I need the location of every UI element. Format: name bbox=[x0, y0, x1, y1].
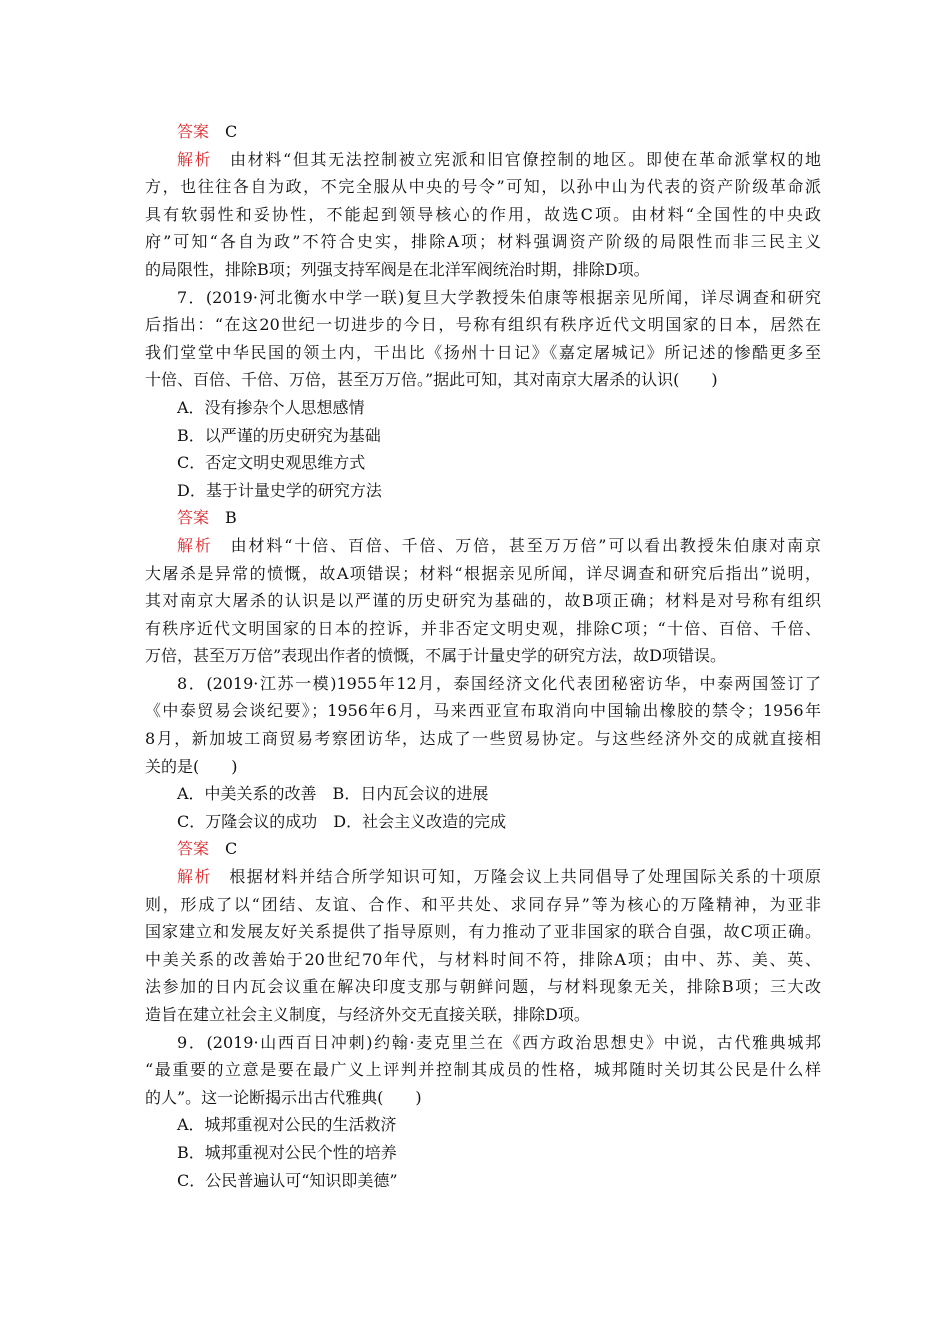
explanation-label: 解析 bbox=[177, 149, 213, 169]
explanation-text: 由材料“十倍、百倍、千倍、万倍，甚至万万倍”可以看出教授朱伯康对南京 bbox=[228, 535, 821, 555]
explanation-line: 大屠杀是异常的愤慨，故A项错误；材料“根据亲见所闻，详尽调查和研究后指出”说明， bbox=[145, 563, 821, 583]
option-a: A．城邦重视对公民的生活救济 bbox=[177, 1115, 397, 1135]
answer-value: C bbox=[225, 839, 238, 859]
explanation-line bbox=[145, 146, 821, 174]
question-stem-line: 关的是( ) bbox=[145, 756, 238, 776]
answer-label: 答案 bbox=[177, 508, 210, 528]
question-stem-line: 的人”。这一论断揭示出古代雅典( ) bbox=[145, 1087, 422, 1107]
explanation-text: 根据材料并结合所学知识可知，万隆会议上共同倡导了处理国际关系的十项原 bbox=[227, 867, 821, 887]
explanation-label: 解析 bbox=[177, 867, 212, 887]
answer-value: C bbox=[225, 122, 238, 141]
explanation-line bbox=[145, 532, 821, 560]
question-stem-line: 7．(2019·河北衡水中学一联)复旦大学教授朱伯康等根据亲见所闻，详尽调查和研究 bbox=[177, 287, 821, 307]
option-c: C．否定文明史观思维方式 bbox=[177, 453, 366, 473]
question-stem-line: “最重要的立意是要在最广义上评判并控制其成员的性格，城邦随时关切其公民是什么样 bbox=[145, 1060, 821, 1080]
answer-label: 答案 bbox=[177, 122, 210, 141]
document-page bbox=[145, 118, 821, 1194]
option-c-d: C．万隆会议的成功 D．社会主义改造的完成 bbox=[177, 811, 507, 831]
answer-label: 答案 bbox=[177, 839, 210, 859]
explanation-label: 解析 bbox=[177, 535, 213, 555]
answer-line bbox=[145, 835, 821, 863]
explanation-line: 则，形成了以“团结、友谊、合作、和平共处、求同存异”等为核心的万隆精神，为亚非 bbox=[145, 894, 821, 914]
question-stem-line: 8．(2019·江苏一模)1955年12月，泰国经济文化代表团秘密访华，中泰两国签订了 bbox=[177, 673, 821, 693]
option-b: B．城邦重视对公民个性的培养 bbox=[177, 1142, 397, 1162]
explanation-line bbox=[145, 863, 821, 891]
question-stem-line: 9．(2019·山西百日冲刺)约翰·麦克里兰在《西方政治思想史》中说，古代雅典城邦 bbox=[177, 1032, 821, 1052]
option-b: B．以严谨的历史研究为基础 bbox=[177, 425, 381, 445]
explanation-line: 万倍，甚至万万倍”表现出作者的愤慨，不属于计量史学的研究方法，故D项错误。 bbox=[145, 646, 727, 666]
explanation-text: 由材料“但其无法控制被立宪派和旧官僚控制的地区。即使在革命派掌权的地 bbox=[228, 149, 821, 169]
question-stem-line: 我们堂堂中华民国的领土内，干出比《扬州十日记》《嘉定屠城记》所记述的惨酷更多至 bbox=[145, 342, 821, 362]
explanation-line: 中美关系的改善始于20世纪70年代，与材料时间不符，排除A项；由中、苏、美、英、 bbox=[145, 949, 821, 969]
option-d: D．基于计量史学的研究方法 bbox=[177, 480, 382, 500]
explanation-line: 的局限性，排除B项；列强支持军阀是在北洋军阀统治时期，排除D项。 bbox=[145, 259, 650, 279]
explanation-line: 造旨在建立社会主义制度，与经济外交无直接关联，排除D项。 bbox=[145, 1005, 590, 1024]
explanation-line: 府”可知“各自为政”不符合史实，排除A项；材料强调资产阶级的局限性而非三民主义 bbox=[145, 232, 821, 252]
explanation-line: 法参加的日内瓦会议重在解决印度支那与朝鲜问题，与材料现象无关，排除B项；三大改 bbox=[145, 977, 821, 997]
explanation-line: 有秩序近代文明国家的日本的控诉，并非否定文明史观，排除C项；“十倍、百倍、千倍、 bbox=[145, 618, 821, 638]
option-a-b: A．中美关系的改善 B．日内瓦会议的进展 bbox=[177, 784, 489, 804]
explanation-line: 具有软弱性和妥协性，不能起到领导核心的作用，故选C项。由材料“全国性的中央政 bbox=[145, 204, 821, 224]
explanation-line: 方，也往往各自为政，不完全服从中央的号令”可知，以孙中山为代表的资产阶级革命派 bbox=[145, 177, 821, 197]
question-stem-line: 后指出：“在这20世纪一切进步的今日，号称有组织有秩序近代文明国家的日本，居然在 bbox=[145, 315, 821, 335]
explanation-line: 其对南京大屠杀的认识是以严谨的历史研究为基础的，故B项正确；材料是对号称有组织 bbox=[145, 591, 821, 611]
answer-value: B bbox=[225, 508, 237, 528]
option-c: C．公民普遍认可“知识即美德” bbox=[177, 1170, 398, 1190]
question-stem-line: 《中泰贸易会谈纪要》；1956年6月，马来西亚宣布取消向中国输出橡胶的禁令；1956年 bbox=[145, 701, 821, 721]
option-a: A．没有掺杂个人思想感情 bbox=[177, 397, 365, 417]
question-stem-line: 十倍、百倍、千倍、万倍，甚至万万倍。”据此可知，其对南京大屠杀的认识( ) bbox=[145, 370, 718, 390]
explanation-line: 国家建立和发展友好关系提供了指导原则，有力推动了亚非国家的联合自强，故C项正确。 bbox=[145, 922, 821, 942]
answer-line bbox=[145, 118, 821, 146]
answer-line bbox=[145, 504, 821, 532]
question-stem-line: 8月，新加坡工商贸易考察团访华，达成了一些贸易协定。与这些经济外交的成就直接相 bbox=[145, 729, 821, 749]
